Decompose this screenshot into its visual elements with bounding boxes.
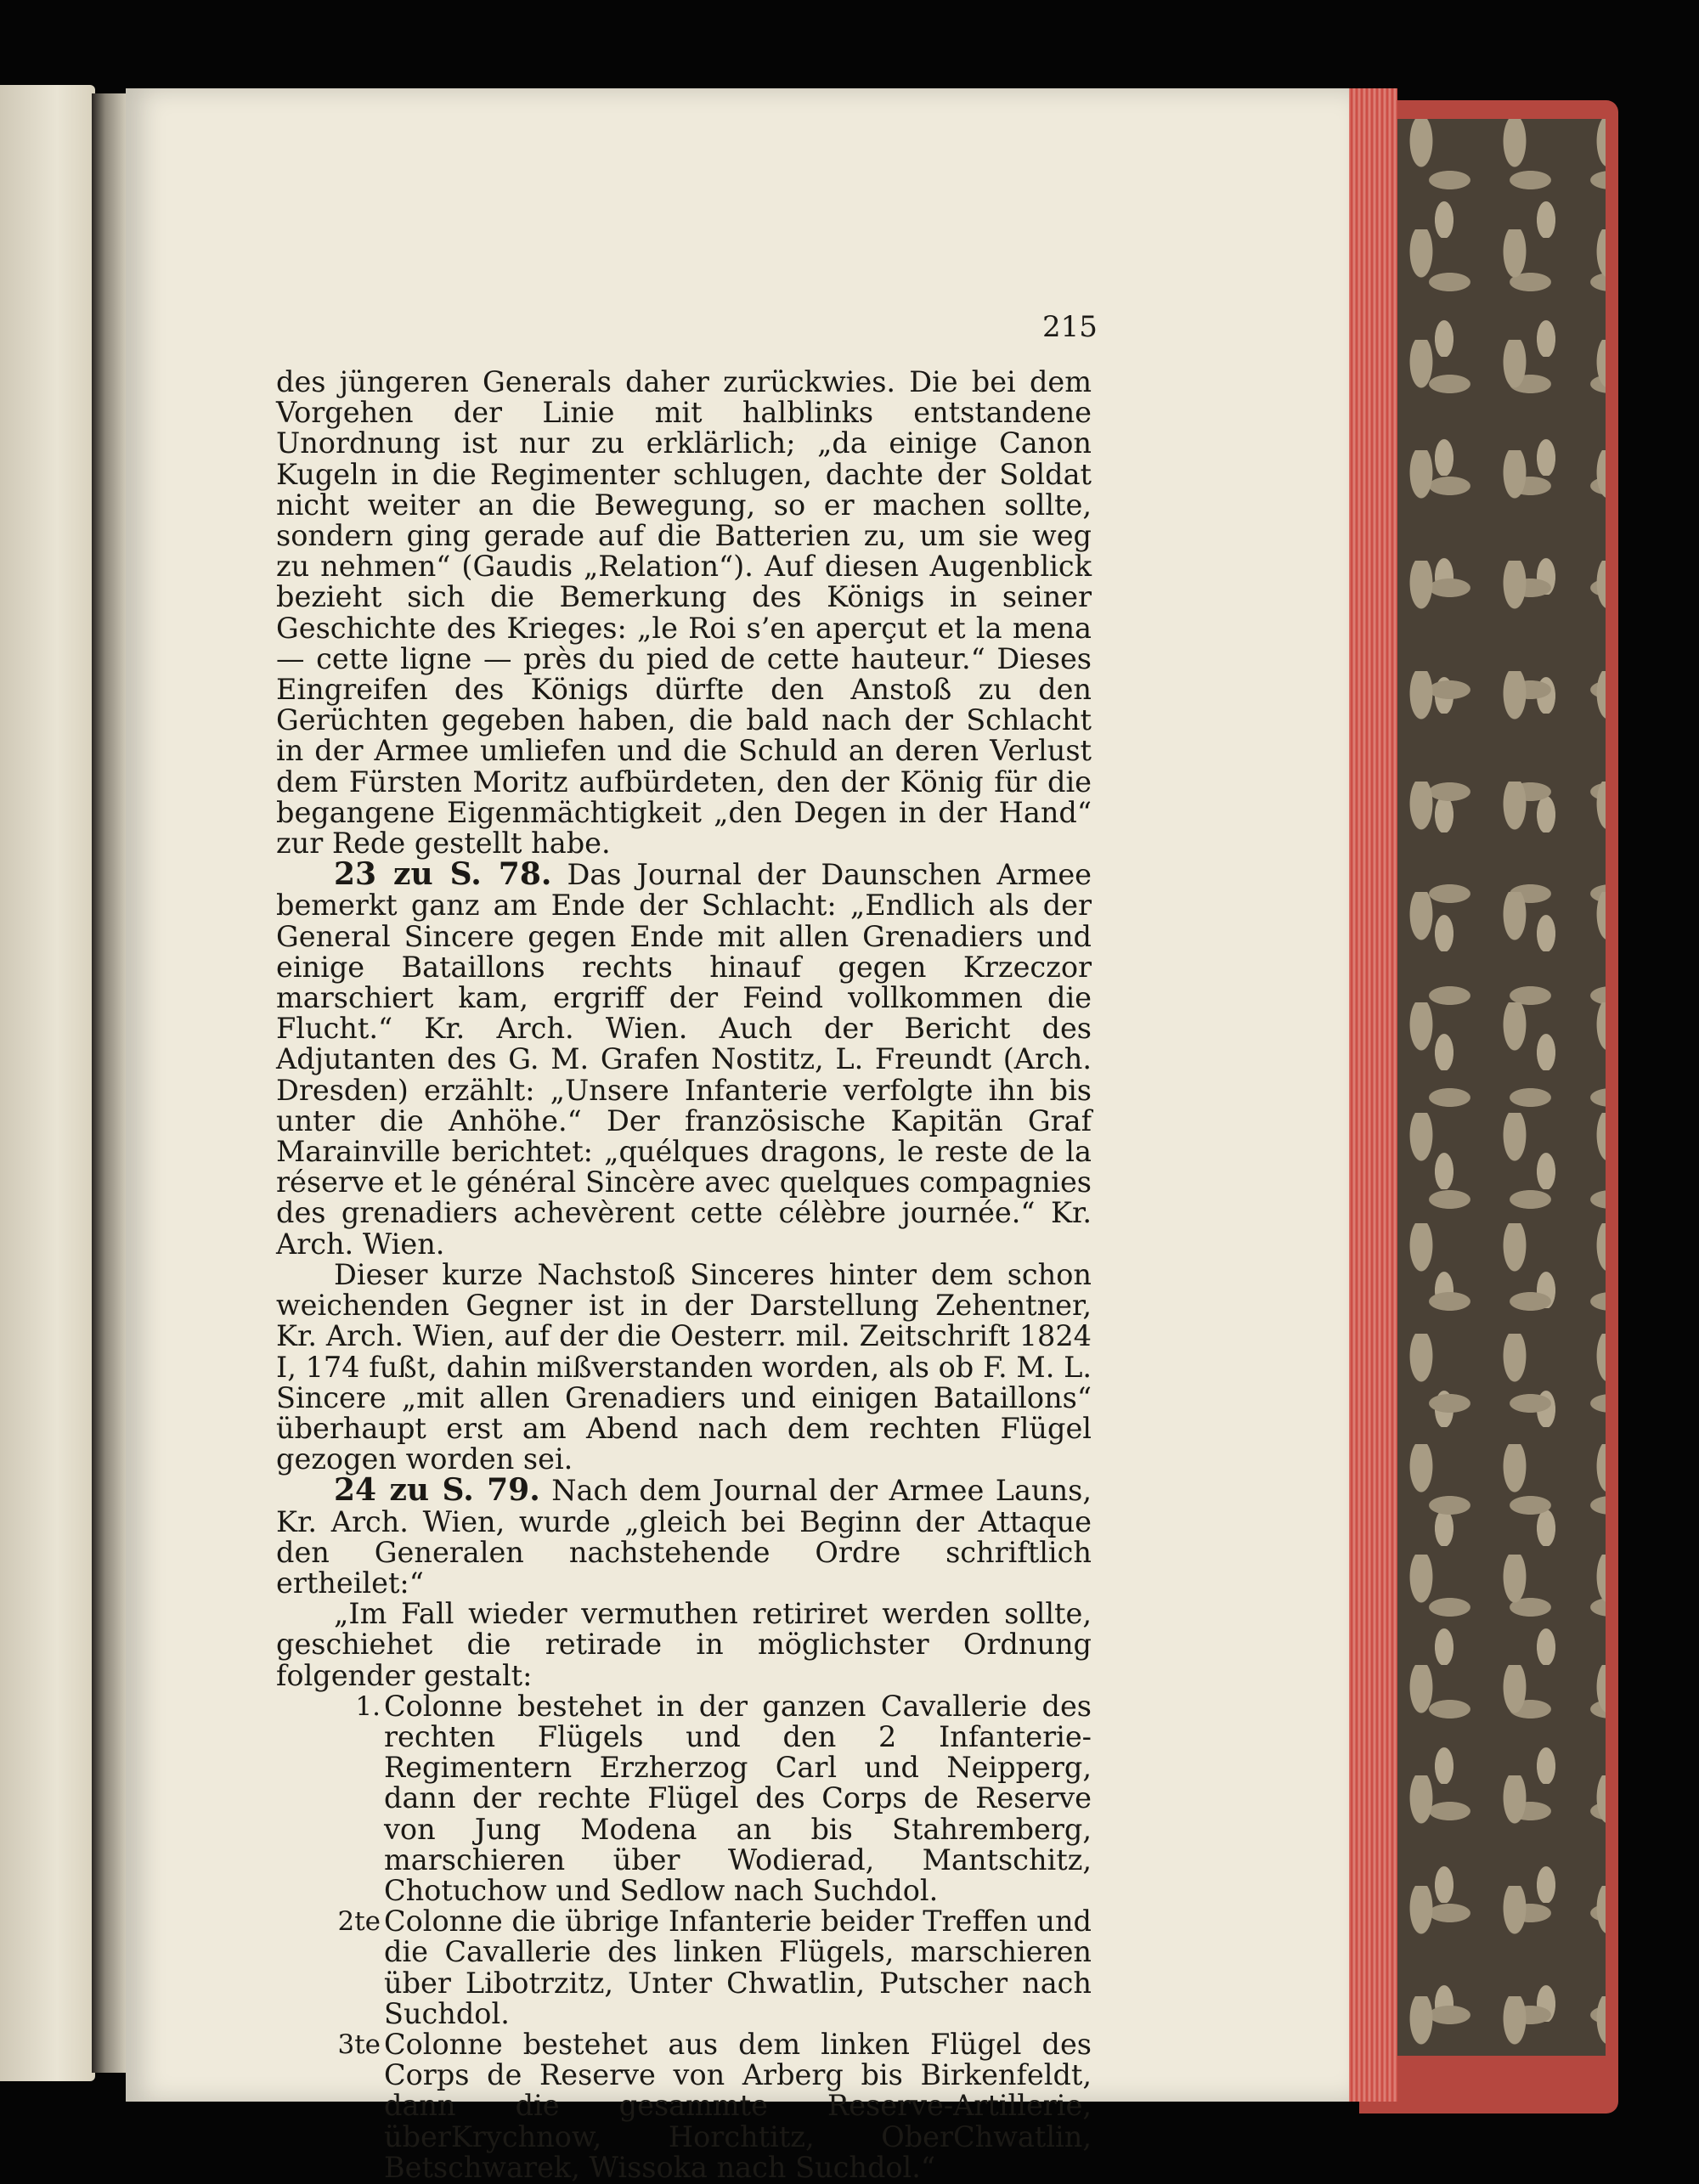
list-item (276, 1906, 1092, 2029)
page-number: 215 (1042, 310, 1098, 344)
list-item-text: Colonne bestehet in der ganzen Cavallerie des rechten Flügels und den 2 Infanterie-Regimentern Erzherzog Carl und Neipperg, dann der rechte Flügel des Corps de Reserve von Jung Modena an bis Stahremberg, marschieren über Wodierad, Mantschitz, Chotuchow und Sedlow nach Suchdol. (384, 1689, 1092, 1907)
paragraph-order-intro: „Im Fall wieder vermuthen retiriret werden sollte, geschiehet die retirade in möglichster Ordnung folgender gestalt: (276, 1597, 1092, 1692)
list-item-text: Colonne die übrige Infanterie beider Treffen und die Cavallerie des linken Flügels, marschieren über Libotrzitz, Unter Chwatlin, Putscher nach Suchdol. (384, 1905, 1092, 2030)
list-item-text: Colonne bestehet aus dem linken Flügel des Corps de Reserve von Arberg bis Birkenfeldt, dann die gesammte Reserve-Artillerie, überKrychnow, Horchtitz, OberChwatlin, Betschwarek, Wissoka nach Suchdol.“ (384, 2027, 1092, 2184)
page-text (276, 367, 1092, 2183)
paragraph-note-24 (276, 1472, 1092, 1600)
note-body-23: Das Journal der Daunschen Armee bemerkt ganz am Ende der Schlacht: „Endlich als der General Sincere gegen Ende mit allen Grenadiers und einige Bataillons rechts hinauf gegen Krzeczor marschiert kam, ergriff der Feind vollkommen die Flucht.“ Kr. Arch. Wien. Auch der Bericht des Adjutanten des G. M. Grafen Nostitz, L. Freundt (Arch. Dresden) erzählt: „Unsere Infanterie verfolgte ihn bis unter die Anhöhe.“ Der französische Kapitän Graf Marainville berichtet: „quélques dragons, le reste de la réserve et le général Sincère avec quelques compagnies des grenadiers achevèrent cette célèbre journée.“ Kr. Arch. Wien. (276, 858, 1092, 1261)
order-list (276, 1691, 1092, 2183)
list-item-number: 1. (355, 1690, 381, 1722)
paragraph-3: Dieser kurze Nachstoß Sinceres hinter dem schon weichenden Gegner ist in der Darstellung Zehentner, Kr. Arch. Wien, auf der die Oesterr. mil. Zeitschrift 1824 I, 174 fußt, dahin mißverstanden worden, als ob F. M. L. Sincere „mit allen Grenadiers und einigen Bataillons“ überhaupt erst am Abend nach dem rechten Flügel gezogen worden sei. (276, 1257, 1092, 1476)
page-block-edges (1346, 88, 1397, 2102)
note-body-24: Nach dem Journal der Armee Launs, Kr. Arch. Wien, wurde „gleich bei Beginn der Attaque den Generalen nachstehende Ordre schriftlich ertheilet:“ (276, 1474, 1092, 1600)
previous-page-edge (0, 85, 95, 2081)
list-item (276, 1691, 1092, 1906)
book-gutter (92, 93, 126, 2073)
paragraph-1: des jüngeren Generals daher zurückwies. Die bei dem Vorgehen der Linie mit halblinks entstandene Unordnung ist nur zu erklärlich; „da einige Canon Kugeln in die Regimenter schlugen, dachte der Soldat nicht weiter an die Bewegung, so er machen sollte, sondern ging gerade auf die Batterien zu, um sie weg zu nehmen“ (Gaudis „Relation“). Auf diesen Augenblick bezieht sich die Bemerkung des Königs in seiner Geschichte des Krieges: „le Roi s’en aperçut et la mena — cette ligne — près du pied de cette hauteur.“ Dieses Eingreifen des Königs dürfte den Anstoß zu den Gerüchten gegeben haben, die bald nach der Schlacht in der Armee umliefen und die Schuld an deren Verlust dem Fürsten Moritz aufbürdeten, den der König für die begangene Eigenmächtigkeit „den Degen in der Hand“ zur Rede gestellt habe. (276, 365, 1092, 861)
note-heading-23: 23 zu S. 78. (334, 856, 552, 893)
paragraph-note-23 (276, 856, 1092, 1261)
list-item (276, 2029, 1092, 2183)
list-item-number: 2te (337, 1906, 381, 1938)
note-heading-24: 24 zu S. 79. (334, 1472, 540, 1509)
marbled-endpaper (1393, 119, 1606, 2056)
list-item-number: 3te (337, 2029, 381, 2060)
